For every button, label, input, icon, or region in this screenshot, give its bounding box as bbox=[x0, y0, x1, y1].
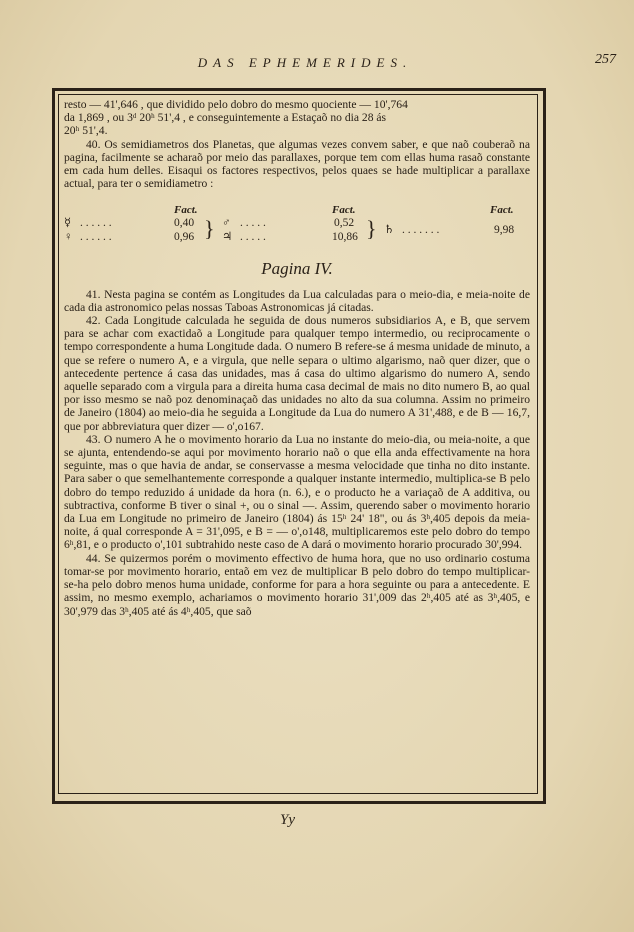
paragraph-40: 40. Os semidiametros dos Planetas, que algumas vezes convem saber, e que naõ couberaõ na pagina, facilmente se acharaõ por meio das parallaxes, porque tem com ellas huma rasaõ constante em cada hum delles. Eisaqui os factores respectivos, pelos quaes se hade multiplicar a parallaxe actual, para ter o semidiametro : bbox=[64, 137, 530, 191]
factor-head-3: Fact. bbox=[490, 204, 514, 217]
paragraph-41: 41. Nesta pagina se contém as Longitudes da Lua calculadas para o meio-dia, e meia-noite de cada dia astronomico pelas nossas Taboas Astronomicas já citadas. bbox=[64, 287, 530, 314]
factor-value-saturn: 9,98 bbox=[494, 224, 515, 237]
factor-symbol-jupiter: ♃ bbox=[222, 231, 233, 244]
factor-value-venus: 0,96 bbox=[174, 231, 195, 244]
factor-value-mars: 0,52 bbox=[334, 217, 355, 230]
factor-dots: . . . . . bbox=[240, 217, 266, 230]
paragraph-42: 42. Cada Longitude calculada he seguida de dous numeros subsidiarios A, e B, que servem para se achar com exactidaõ a Longitude para qualquer tempo intermedio, ou reciprocamente o tempo correspondente a huma Longitude dada. O numero B refere-se á mesma unidade de minuto, a que se refere o numero A, e a virgula, que nelle separa o ultimo algarismo, naõ quer dizer, que o antecedente pertence á casa das unidades, mas á casa do ultimo algarismo do numero A, sendo aquelle separado com a virgula para a direita huma casa decimal de mais no dito numero B, ao qual por isso mesmo se naõ poz denominaçaõ das unidades no alto da sua columna. Assim no primeiro de Janeiro (1804) ao meio-dia he seguida a Longitude da Lua do numero A 31',488, e de B — 16,7, que por abbreviatura quer dizer — o',o167. bbox=[64, 314, 530, 433]
brace-icon: } bbox=[204, 216, 215, 242]
factor-symbol-mercury: ☿ bbox=[64, 217, 72, 230]
factor-dots: . . . . . bbox=[240, 231, 266, 244]
factors-table bbox=[64, 204, 530, 248]
running-title: DAS EPHEMERIDES. bbox=[197, 55, 413, 70]
paragraph-44: 44. Se quizermos porém o movimento effectivo de huma hora, que no uso ordinario costuma tomar-se por movimento horario, entaõ em vez de multiplicar B pelo dobro do tempo multiplicar-se-ha pelo dobro menos huma unidade, conforme for para a hora seguinte ou para a antecedente. E assim, no mesmo exemplo, achariamos o movimento horario 31',009 das 2ʰ,405 até as 3ʰ,405, e 30',979 das 3ʰ,405 até ás 4ʰ,405, que saõ bbox=[64, 551, 530, 618]
page-number: 257 bbox=[595, 52, 616, 67]
signature-mark: Yy bbox=[280, 812, 295, 828]
factor-head-1: Fact. bbox=[174, 204, 198, 217]
brace-icon: } bbox=[366, 216, 377, 242]
factor-symbol-saturn: ♄ bbox=[384, 224, 395, 237]
factor-symbol-venus: ♀ bbox=[64, 231, 73, 244]
factor-dots: . . . . . . . bbox=[402, 224, 440, 237]
section-title: Pagina IV. bbox=[261, 259, 333, 279]
factor-dots: . . . . . . bbox=[80, 217, 112, 230]
factor-value-jupiter: 10,86 bbox=[332, 231, 358, 244]
paragraph-top-line-2: da 1,869 , ou 3ᵈ 20ʰ 51',4 , e conseguintemente a Estaçaõ no dia 28 ás bbox=[64, 111, 387, 125]
paragraph-top-line-1: resto — 41',646 , que dividido pelo dobro do mesmo quociente — 10',764 bbox=[64, 98, 408, 111]
factor-head-2: Fact. bbox=[332, 204, 356, 217]
factor-dots: . . . . . . bbox=[80, 231, 112, 244]
text-block bbox=[64, 98, 530, 618]
paragraph-43: 43. O numero A he o movimento horario da Lua no instante do meio-dia, ou meia-noite, a que se ajunta, entendendo-se aqui por movimento horario naõ o que ella anda effectivamente na hora seguinte, mas o que havia de andar, se conservasse a mesma velocidade que tinha no dito instante. Para saber o que semelhantemente corresponde a qualquer instante intermedio, multiplica-se B pelo dobro do tempo reduzido á unidade da hora (n. 6.), e o producto he a variaçaõ de A additiva, ou subtractiva, conforme B tiver o sinal +, ou o sinal —. Assim, querendo saber o movimento horario da Lua em Longitude no primeiro de Janeiro (1804) ás 15ʰ 24' 18", ou ás 3ʰ,405 depois da meia-noite, á qual corresponde A = 31',095, e B = — o',o148, multiplicaremos este pelo dobro do tempo 6ʰ,81, e o producto o',101 subtrahido neste caso de A dará o movimento horario procurado 30',994. bbox=[64, 432, 530, 552]
paragraph-top-line-3: 20ʰ 51',4. bbox=[64, 124, 108, 138]
factor-symbol-mars: ♂ bbox=[222, 217, 231, 230]
factor-value-mercury: 0,40 bbox=[174, 217, 195, 230]
